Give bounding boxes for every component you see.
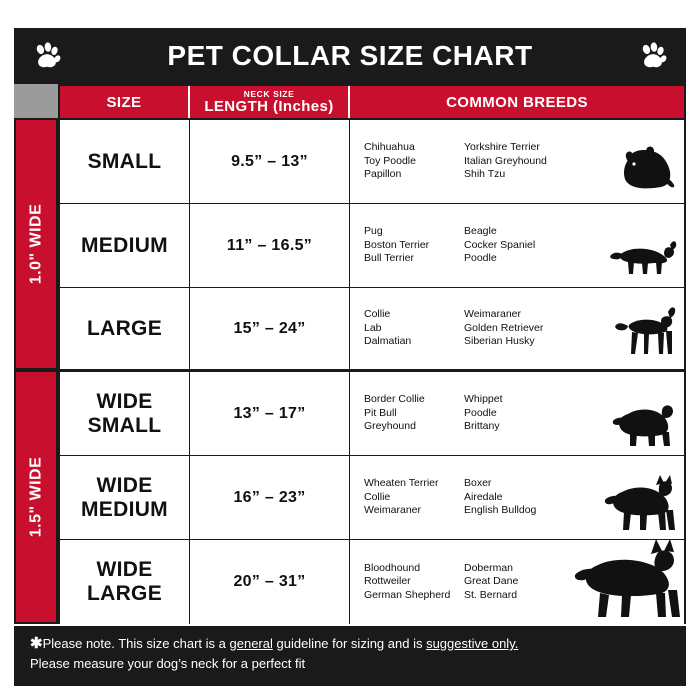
breed-item: Bloodhound <box>364 561 421 574</box>
pitbull-silhouette <box>600 470 678 537</box>
breed-item: Brittany <box>464 420 500 433</box>
breed-item: Doberman <box>464 561 514 574</box>
breed-list-right <box>464 393 572 434</box>
table-row <box>60 120 684 204</box>
breed-item: English Bulldog <box>464 504 537 517</box>
doberman-silhouette <box>572 539 682 624</box>
table-row <box>60 540 684 624</box>
breed-item: Boxer <box>464 477 492 490</box>
footer-note-line-2: Please measure your dog’s neck for a perfect fit <box>30 656 306 671</box>
breed-item: Airedale <box>464 490 503 503</box>
table-row <box>60 372 684 456</box>
breed-item: Yorkshire Terrier <box>464 141 540 154</box>
row-length: 20” – 31” <box>190 540 350 624</box>
breed-item: Toy Poodle <box>364 154 416 167</box>
row-length: 13” – 17” <box>190 372 350 455</box>
row-size: SMALL <box>60 120 190 203</box>
row-size-label: WIDE LARGE <box>87 558 162 605</box>
row-size <box>60 456 190 539</box>
breed-list-left <box>364 477 464 518</box>
paw-icon <box>638 41 668 71</box>
pomeranian-dog-silhouette <box>614 144 678 201</box>
table-row <box>60 204 684 288</box>
column-header-neck-size: NECK SIZE <box>243 89 295 99</box>
breed-item: Golden Retriever <box>464 321 544 334</box>
breed-item: Bull Terrier <box>364 252 414 265</box>
row-size-label: WIDE MEDIUM <box>81 473 168 521</box>
row-breeds <box>350 540 684 624</box>
breed-item: Siberian Husky <box>464 335 535 348</box>
breed-item: Rottweiler <box>364 575 411 588</box>
row-length: 15” – 24” <box>190 288 350 369</box>
size-chart-table <box>14 84 686 624</box>
breed-item: Shih Tzu <box>464 168 506 181</box>
table-grid <box>58 84 686 624</box>
row-length: 11” – 16.5” <box>190 204 350 287</box>
breed-item: Great Dane <box>464 575 519 588</box>
paw-icon <box>32 41 62 71</box>
breed-item: German Shepherd <box>364 588 451 601</box>
page-title: PET COLLAR SIZE CHART <box>167 40 533 71</box>
breed-list-right <box>464 562 572 603</box>
breed-item: St. Bernard <box>464 588 518 601</box>
breed-list-right <box>464 477 572 518</box>
column-header-breeds: COMMON BREEDS <box>446 93 588 111</box>
row-size: LARGE <box>60 288 190 369</box>
breed-item: Pit Bull <box>364 406 397 419</box>
breed-item: Weimaraner <box>464 308 521 321</box>
row-size <box>60 372 190 455</box>
width-group-label: 1.5" WIDE <box>27 456 45 538</box>
bulldog-silhouette <box>608 396 678 453</box>
footer-note <box>14 626 686 686</box>
row-length: 9.5” – 13” <box>190 120 350 203</box>
width-group-column <box>14 84 58 624</box>
breed-list-left <box>364 562 464 603</box>
footer-note-line-1 <box>30 634 670 654</box>
row-breeds <box>350 204 684 287</box>
breed-item: Poodle <box>464 252 497 265</box>
breed-item: Collie <box>364 490 391 503</box>
row-size-label: WIDE SMALL <box>87 389 162 437</box>
table-header-row <box>60 86 684 120</box>
breed-item: Collie <box>364 308 391 321</box>
breed-item: Whippet <box>464 393 503 406</box>
breed-list-left <box>364 308 464 349</box>
breed-item: Dalmatian <box>364 335 412 348</box>
breed-item: Beagle <box>464 225 497 238</box>
width-group-1-5 <box>14 370 58 624</box>
column-header-length-label: LENGTH (Inches) <box>204 98 334 115</box>
row-size <box>60 540 190 624</box>
breed-item: Poodle <box>464 406 497 419</box>
breed-item: Wheaten Terrier <box>364 477 439 490</box>
beagle-dog-silhouette <box>606 232 678 285</box>
row-breeds <box>350 372 684 455</box>
breed-item: Papillon <box>364 168 402 181</box>
table-row <box>60 456 684 540</box>
column-header-size: SIZE <box>60 86 190 118</box>
row-breeds <box>350 456 684 539</box>
breed-item: Boston Terrier <box>364 238 430 251</box>
note-text-a: Please note. This size chart is a <box>42 636 230 651</box>
breed-item: Border Collie <box>364 393 425 406</box>
row-length: 16” – 23” <box>190 456 350 539</box>
breed-item: Chihuahua <box>364 141 415 154</box>
note-underline-suggestive: suggestive only. <box>426 636 519 651</box>
breed-item: Italian Greyhound <box>464 154 547 167</box>
note-underline-general: general <box>229 636 273 651</box>
width-group-1-0 <box>14 118 58 370</box>
row-breeds <box>350 120 684 203</box>
width-group-label: 1.0" WIDE <box>27 203 45 285</box>
breed-list-left <box>364 141 464 182</box>
breed-list-right <box>464 225 572 266</box>
column-header-length <box>190 86 350 118</box>
asterisk-icon: ✱ <box>30 635 43 652</box>
breed-list-right <box>464 308 572 349</box>
breed-item: Weimaraner <box>364 504 421 517</box>
table-row <box>60 288 684 372</box>
breed-item: Greyhound <box>364 420 416 433</box>
row-breeds <box>350 288 684 369</box>
note-text-b: guideline for sizing and is <box>272 636 427 651</box>
breed-item: Cocker Spaniel <box>464 238 536 251</box>
row-size: MEDIUM <box>60 204 190 287</box>
breed-item: Lab <box>364 321 382 334</box>
retriever-dog-silhouette <box>614 300 678 367</box>
chart-header <box>14 28 686 84</box>
breed-list-left <box>364 225 464 266</box>
breed-list-left <box>364 393 464 434</box>
breed-list-right <box>464 141 572 182</box>
breed-item: Pug <box>364 225 383 238</box>
table-corner-block <box>14 84 58 118</box>
